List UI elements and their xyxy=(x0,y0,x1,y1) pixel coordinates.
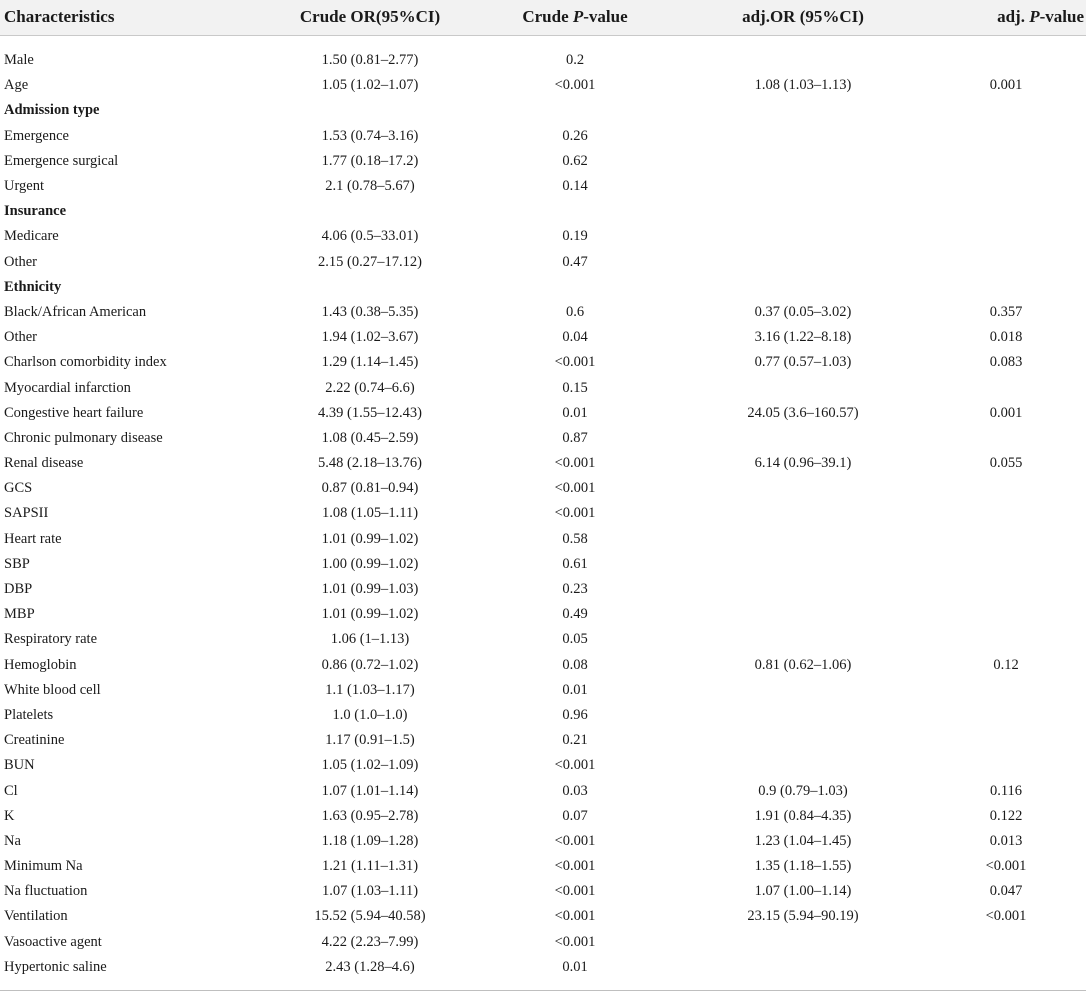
cell-adj-or: 1.23 (1.04–1.45) xyxy=(754,832,852,849)
cell-adj-or xyxy=(680,728,926,753)
cell-adj-p xyxy=(926,426,1086,451)
table-group-row xyxy=(0,98,1086,123)
cell-adj-p xyxy=(926,577,1086,602)
cell-adj-or xyxy=(680,250,926,275)
table-row xyxy=(0,250,1086,275)
table-row xyxy=(0,149,1086,174)
cell-adj-or xyxy=(680,577,926,602)
cell-crude-or xyxy=(270,98,470,123)
table-row xyxy=(0,829,1086,854)
cell-adj-p xyxy=(926,627,1086,652)
cell-characteristic: Na fluctuation xyxy=(4,883,88,900)
cell-characteristic: Ethnicity xyxy=(4,278,62,295)
cell-crude-or: 1.00 (0.99–1.02) xyxy=(321,555,419,572)
cell-characteristic: Congestive heart failure xyxy=(4,404,144,421)
cell-crude-p: <0.001 xyxy=(554,77,596,94)
header-adj-p-suffix: -value xyxy=(1039,7,1084,27)
cell-crude-or: 1.63 (0.95–2.78) xyxy=(321,807,419,824)
cell-crude-p xyxy=(470,199,680,224)
cell-adj-p xyxy=(926,48,1086,73)
cell-crude-or: 1.08 (1.05–1.11) xyxy=(321,505,419,522)
cell-characteristic: Medicare xyxy=(4,228,59,245)
cell-crude-or: 2.15 (0.27–17.12) xyxy=(318,253,422,270)
cell-adj-p xyxy=(926,98,1086,123)
cell-adj-p xyxy=(926,527,1086,552)
table-row xyxy=(0,627,1086,652)
cell-crude-or: 2.22 (0.74–6.6) xyxy=(325,379,415,396)
cell-crude-p: 0.49 xyxy=(562,606,588,623)
cell-crude-p: 0.6 xyxy=(565,303,585,320)
cell-crude-p: 0.87 xyxy=(562,429,588,446)
cell-adj-or xyxy=(680,501,926,526)
table-row xyxy=(0,48,1086,73)
table-row xyxy=(0,602,1086,627)
cell-characteristic: Chronic pulmonary disease xyxy=(4,429,163,446)
cell-crude-p: <0.001 xyxy=(554,908,596,925)
cell-characteristic: Charlson comorbidity index xyxy=(4,354,167,371)
cell-adj-p: 0.083 xyxy=(989,354,1023,371)
cell-characteristic: SBP xyxy=(4,555,30,572)
cell-crude-p: 0.61 xyxy=(562,555,588,572)
cell-adj-or xyxy=(680,476,926,501)
cell-adj-p xyxy=(926,753,1086,778)
cell-crude-or: 1.53 (0.74–3.16) xyxy=(321,127,419,144)
cell-characteristic: Urgent xyxy=(4,178,45,195)
table-row xyxy=(0,124,1086,149)
cell-crude-p: <0.001 xyxy=(554,505,596,522)
cell-adj-p: 0.047 xyxy=(989,883,1023,900)
header-adj-p-prefix: adj. xyxy=(997,7,1030,27)
table-row xyxy=(0,653,1086,678)
cell-adj-or xyxy=(680,527,926,552)
cell-crude-or xyxy=(270,275,470,300)
cell-adj-p: 0.122 xyxy=(989,807,1023,824)
cell-adj-p: <0.001 xyxy=(985,858,1027,875)
cell-crude-p: <0.001 xyxy=(554,354,596,371)
cell-crude-or: 2.1 (0.78–5.67) xyxy=(325,178,415,195)
table-row xyxy=(0,552,1086,577)
cell-crude-p xyxy=(470,275,680,300)
cell-crude-p: <0.001 xyxy=(554,883,596,900)
cell-crude-p: 0.04 xyxy=(562,329,588,346)
table-row xyxy=(0,476,1086,501)
cell-crude-or: 1.01 (0.99–1.02) xyxy=(321,530,419,547)
cell-adj-or xyxy=(680,98,926,123)
cell-adj-p xyxy=(926,955,1086,980)
cell-adj-p: 0.12 xyxy=(993,656,1019,673)
bottom-rule xyxy=(0,990,1086,991)
cell-crude-p: 0.01 xyxy=(562,404,588,421)
cell-characteristic: Cl xyxy=(4,782,18,799)
table-row xyxy=(0,350,1086,375)
cell-crude-p: <0.001 xyxy=(554,757,596,774)
cell-crude-p: 0.03 xyxy=(562,782,588,799)
cell-crude-or: 1.21 (1.11–1.31) xyxy=(321,858,419,875)
cell-characteristic: DBP xyxy=(4,581,33,598)
table-row xyxy=(0,804,1086,829)
cell-crude-p: 0.05 xyxy=(562,631,588,648)
cell-adj-p: 0.001 xyxy=(989,404,1023,421)
cell-crude-or: 1.50 (0.81–2.77) xyxy=(321,52,419,69)
cell-characteristic: Ventilation xyxy=(4,908,68,925)
cell-crude-p: 0.21 xyxy=(562,732,588,749)
cell-characteristic: GCS xyxy=(4,480,33,497)
table-spacer xyxy=(0,35,1086,48)
cell-crude-p: 0.96 xyxy=(562,706,588,723)
header-crude-p-prefix: Crude xyxy=(522,7,573,27)
cell-crude-or: 1.01 (0.99–1.03) xyxy=(321,581,419,598)
cell-crude-or: 1.94 (1.02–3.67) xyxy=(321,329,419,346)
table-row xyxy=(0,224,1086,249)
cell-crude-or: 4.22 (2.23–7.99) xyxy=(321,933,419,950)
cell-adj-p: <0.001 xyxy=(985,908,1027,925)
cell-adj-p xyxy=(926,124,1086,149)
cell-crude-or: 1.29 (1.14–1.45) xyxy=(321,354,419,371)
cell-crude-p: 0.23 xyxy=(562,581,588,598)
cell-characteristic: Hypertonic saline xyxy=(4,958,107,975)
table-row xyxy=(0,703,1086,728)
cell-adj-or: 1.91 (0.84–4.35) xyxy=(754,807,852,824)
cell-adj-p: 0.116 xyxy=(989,782,1023,799)
table-row xyxy=(0,375,1086,400)
cell-crude-or: 1.08 (0.45–2.59) xyxy=(321,429,419,446)
cell-crude-p: 0.01 xyxy=(562,958,588,975)
cell-adj-p xyxy=(926,552,1086,577)
cell-characteristic: Emergence xyxy=(4,127,69,144)
header-adj-or: adj.OR (95%CI) xyxy=(680,0,926,35)
cell-crude-or: 1.07 (1.03–1.11) xyxy=(321,883,419,900)
cell-adj-or: 1.07 (1.00–1.14) xyxy=(754,883,852,900)
cell-crude-p: 0.2 xyxy=(565,52,585,69)
table-row xyxy=(0,73,1086,98)
cell-adj-or xyxy=(680,552,926,577)
header-adj-p xyxy=(926,0,1086,35)
cell-adj-p xyxy=(926,224,1086,249)
cell-crude-p: <0.001 xyxy=(554,858,596,875)
cell-crude-p: 0.19 xyxy=(562,228,588,245)
cell-characteristic: MBP xyxy=(4,606,35,623)
cell-crude-p: <0.001 xyxy=(554,480,596,497)
table-row xyxy=(0,527,1086,552)
cell-adj-or xyxy=(680,174,926,199)
cell-adj-or xyxy=(680,930,926,955)
cell-characteristic: Creatinine xyxy=(4,732,65,749)
cell-crude-or: 5.48 (2.18–13.76) xyxy=(318,455,422,472)
cell-crude-or: 1.0 (1.0–1.0) xyxy=(332,706,408,723)
cell-crude-or xyxy=(270,199,470,224)
cell-adj-p: 0.018 xyxy=(989,329,1023,346)
table-row xyxy=(0,879,1086,904)
cell-adj-p xyxy=(926,275,1086,300)
cell-adj-p xyxy=(926,375,1086,400)
cell-adj-p: 0.055 xyxy=(989,455,1023,472)
cell-adj-or: 1.08 (1.03–1.13) xyxy=(754,77,852,94)
cell-crude-or: 1.77 (0.18–17.2) xyxy=(321,152,419,169)
cell-crude-p: 0.15 xyxy=(562,379,588,396)
cell-crude-or: 1.01 (0.99–1.02) xyxy=(321,606,419,623)
cell-adj-p xyxy=(926,199,1086,224)
cell-crude-or: 1.18 (1.09–1.28) xyxy=(321,832,419,849)
cell-crude-or: 1.07 (1.01–1.14) xyxy=(321,782,419,799)
cell-characteristic: Platelets xyxy=(4,706,54,723)
cell-crude-p: 0.07 xyxy=(562,807,588,824)
cell-characteristic: Other xyxy=(4,253,38,270)
cell-adj-p xyxy=(926,174,1086,199)
cell-adj-or xyxy=(680,753,926,778)
cell-crude-or: 1.06 (1–1.13) xyxy=(330,631,410,648)
cell-adj-or xyxy=(680,48,926,73)
spacer-cell xyxy=(0,35,1086,48)
cell-adj-or xyxy=(680,602,926,627)
cell-characteristic: SAPSII xyxy=(4,505,49,522)
cell-characteristic: K xyxy=(4,807,15,824)
table-header xyxy=(0,0,1086,35)
header-adj-p-letter: P xyxy=(1029,7,1040,27)
header-crude-p-letter: P xyxy=(572,7,584,27)
cell-adj-p xyxy=(926,678,1086,703)
cell-adj-or: 1.35 (1.18–1.55) xyxy=(754,858,852,875)
cell-adj-p xyxy=(926,602,1086,627)
cell-characteristic: Hemoglobin xyxy=(4,656,77,673)
cell-adj-p xyxy=(926,476,1086,501)
table-row xyxy=(0,300,1086,325)
cell-crude-p: 0.01 xyxy=(562,681,588,698)
table-row xyxy=(0,904,1086,929)
cell-characteristic: Heart rate xyxy=(4,530,62,547)
table-row xyxy=(0,426,1086,451)
cell-crude-or: 2.43 (1.28–4.6) xyxy=(325,958,415,975)
cell-characteristic: Male xyxy=(4,52,34,69)
table-group-row xyxy=(0,275,1086,300)
cell-adj-p xyxy=(926,728,1086,753)
cell-crude-p: <0.001 xyxy=(554,832,596,849)
cell-adj-p xyxy=(926,930,1086,955)
cell-adj-or xyxy=(680,703,926,728)
cell-adj-or: 23.15 (5.94–90.19) xyxy=(747,908,859,925)
cell-adj-or xyxy=(680,375,926,400)
cell-crude-or: 1.05 (1.02–1.07) xyxy=(321,77,419,94)
table-row xyxy=(0,778,1086,803)
cell-crude-p: 0.58 xyxy=(562,530,588,547)
table-row xyxy=(0,174,1086,199)
cell-adj-or: 24.05 (3.6–160.57) xyxy=(747,404,859,421)
cell-adj-or xyxy=(680,426,926,451)
cell-characteristic: Insurance xyxy=(4,203,67,220)
cell-adj-or xyxy=(680,678,926,703)
table-row xyxy=(0,451,1086,476)
cell-characteristic: BUN xyxy=(4,757,35,774)
cell-characteristic: Emergence surgical xyxy=(4,152,119,169)
cell-adj-p: 0.001 xyxy=(989,77,1023,94)
cell-crude-p: <0.001 xyxy=(554,933,596,950)
cell-crude-p: 0.14 xyxy=(562,178,588,195)
table-row xyxy=(0,930,1086,955)
cell-characteristic: Renal disease xyxy=(4,455,84,472)
cell-crude-p: 0.08 xyxy=(562,656,588,673)
cell-adj-p xyxy=(926,501,1086,526)
header-characteristics: Characteristics xyxy=(0,0,270,35)
cell-adj-p: 0.357 xyxy=(989,303,1023,320)
cell-crude-p: 0.62 xyxy=(562,152,588,169)
table-row xyxy=(0,678,1086,703)
cell-crude-p: <0.001 xyxy=(554,455,596,472)
cell-crude-or: 4.39 (1.55–12.43) xyxy=(318,404,422,421)
table-group-row xyxy=(0,199,1086,224)
table-row xyxy=(0,753,1086,778)
header-crude-or: Crude OR(95%CI) xyxy=(270,0,470,35)
cell-adj-or: 0.77 (0.57–1.03) xyxy=(754,354,852,371)
cell-characteristic: Black/African American xyxy=(4,303,147,320)
cell-characteristic: Minimum Na xyxy=(4,858,83,875)
cell-crude-or: 15.52 (5.94–40.58) xyxy=(314,908,426,925)
cell-characteristic: Na xyxy=(4,832,21,849)
cell-adj-or xyxy=(680,955,926,980)
cell-crude-p xyxy=(470,98,680,123)
cell-crude-or: 0.86 (0.72–1.02) xyxy=(321,656,419,673)
cell-adj-p: 0.013 xyxy=(989,832,1023,849)
cell-adj-or: 3.16 (1.22–8.18) xyxy=(754,329,852,346)
cell-adj-p xyxy=(926,703,1086,728)
table-row xyxy=(0,955,1086,980)
header-crude-p-suffix: -value xyxy=(583,7,628,27)
cell-characteristic: Other xyxy=(4,329,38,346)
cell-characteristic: Age xyxy=(4,77,29,94)
cell-adj-p xyxy=(926,250,1086,275)
cell-adj-p xyxy=(926,149,1086,174)
cell-adj-or: 6.14 (0.96–39.1) xyxy=(754,455,852,472)
table-row xyxy=(0,577,1086,602)
table-row xyxy=(0,325,1086,350)
cell-adj-or xyxy=(680,199,926,224)
cell-adj-or: 0.37 (0.05–3.02) xyxy=(754,303,852,320)
cell-crude-p: 0.47 xyxy=(562,253,588,270)
cell-crude-or: 1.43 (0.38–5.35) xyxy=(321,303,419,320)
cell-crude-or: 1.17 (0.91–1.5) xyxy=(325,732,415,749)
header-crude-p xyxy=(470,0,680,35)
table-row xyxy=(0,501,1086,526)
cell-characteristic: Admission type xyxy=(4,102,100,119)
cell-characteristic: Respiratory rate xyxy=(4,631,98,648)
header-row xyxy=(0,0,1086,35)
cell-adj-or xyxy=(680,124,926,149)
cell-crude-or: 0.87 (0.81–0.94) xyxy=(321,480,419,497)
table-body xyxy=(0,35,1086,980)
cell-crude-p: 0.26 xyxy=(562,127,588,144)
cell-adj-or: 0.81 (0.62–1.06) xyxy=(754,656,852,673)
cell-characteristic: Vasoactive agent xyxy=(4,933,102,950)
cell-adj-or xyxy=(680,275,926,300)
cell-adj-or: 0.9 (0.79–1.03) xyxy=(758,782,848,799)
cell-adj-or xyxy=(680,627,926,652)
cell-adj-or xyxy=(680,149,926,174)
cell-adj-or xyxy=(680,224,926,249)
cell-crude-or: 1.1 (1.03–1.17) xyxy=(325,681,415,698)
table-row xyxy=(0,401,1086,426)
cell-crude-or: 1.05 (1.02–1.09) xyxy=(321,757,419,774)
table-row xyxy=(0,854,1086,879)
table-row xyxy=(0,728,1086,753)
cell-characteristic: Myocardial infarction xyxy=(4,379,131,396)
cell-characteristic: White blood cell xyxy=(4,681,101,698)
cell-crude-or: 4.06 (0.5–33.01) xyxy=(321,228,419,245)
